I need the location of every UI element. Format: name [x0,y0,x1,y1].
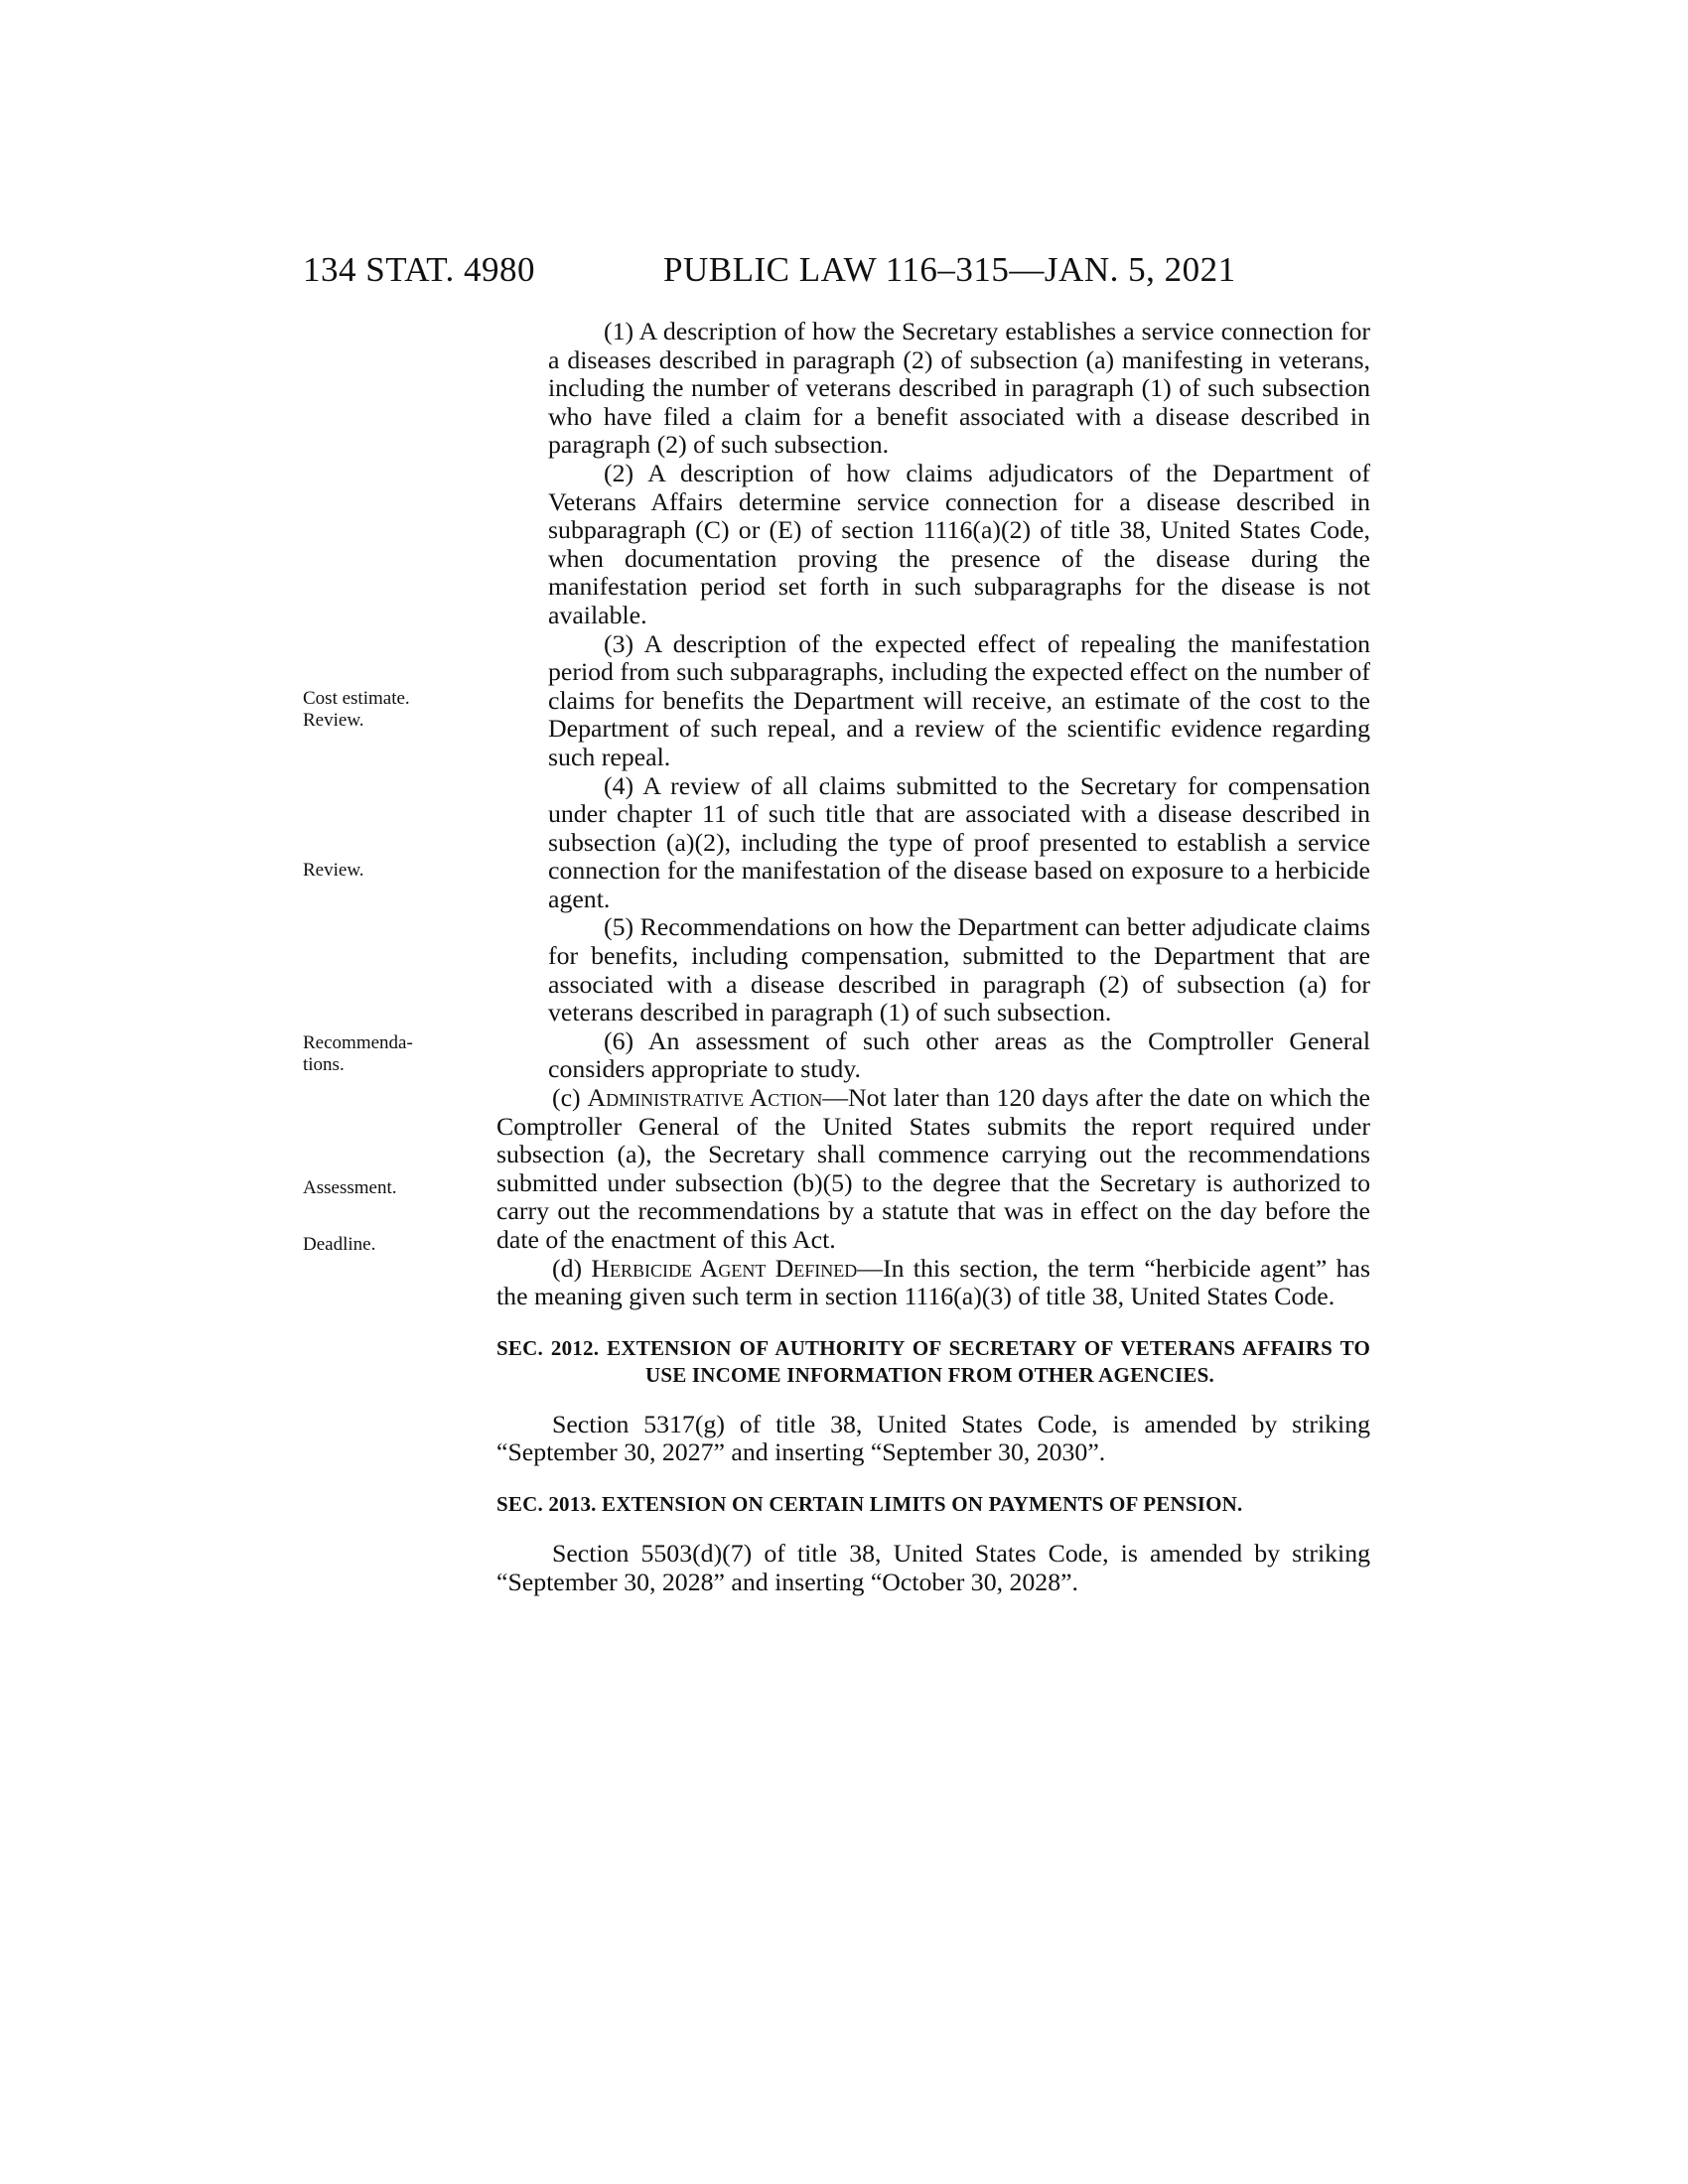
running-head-title: PUBLIC LAW 116–315—JAN. 5, 2021 [663,250,1236,289]
margin-note-text: Cost estimate. [303,688,410,709]
page-reference: 134 STAT. 4980 [303,250,535,289]
margin-note-text: tions. [303,1054,345,1075]
paragraph-6: (6) An assessment of such other areas as the Comptroller General considers appropriate to study. [548,1025,1370,1084]
document-body [496,318,1370,1596]
subsection-c [496,1084,1370,1255]
section-2012-text: Section 5317(g) of title 38, United States Code, is amended by striking “September 30, 2027” and inserting “September 30, 2030”. [496,1409,1370,1467]
subsection-d [496,1255,1370,1311]
section-2013-text: Section 5503(d)(7) of title 38, United States Code, is amended by striking “September 30, 2028” and inserting “October 30, 2028”. [496,1538,1370,1596]
margin-note-text: Recommenda- [303,1032,413,1053]
margin-note-assessment: Assessment. [303,1177,397,1198]
paragraph-3: (3) A description of the expected effect of repealing the manifestation period from such subparagraphs, including the expected effect on the number of claims for benefits the Department will receive, an estimate of the cost to the Department of such repeal, and a review of the scientific evidence regarding such repeal. [548,628,1370,771]
subsection-d-label: (d) [552,1253,592,1283]
section-2013-heading: SEC. 2013. EXTENSION ON CERTAIN LIMITS ON PAYMENTS OF PENSION. [496,1491,1243,1516]
margin-note-deadline: Deadline. [303,1234,376,1255]
subsection-c-heading: Administrative Action [587,1083,823,1113]
paragraph-1: (1) A description of how the Secretary establishes a service connection for a diseases described in paragraph (2) of subsection (a) manifesting in veterans, including the number of veterans described in paragraph (1) of such subsection who have filed a claim for a benefit associated with a disease described in paragraph (2) of such subsection. [548,317,1370,460]
subsection-d-text: —In this section, the term “herbicide agent” has the meaning given such term in section 1116(a)(3) of title 38, United States Code. [496,1253,1370,1311]
subsection-c-text: —Not later than 120 days after the date on which the Comptroller General of the United States submits the report required under subsection (a), the Secretary shall commence carrying out the recommendations submitted under subsection (b)(5) to the degree that the Secretary is authorized to carry out the recommendations by a statute that was in effect on the day before the date of the enactment of this Act. [496,1083,1370,1254]
paragraph-4: (4) A review of all claims submitted to the Secretary for compensation under chapter 11 of such title that are associated with a disease described in subsection (a)(2), including the type of proof presented to establish a service connection for the manifestation of the disease based on exposure to a herbicide agent. [548,770,1370,913]
margin-note-review: Review. [303,860,364,881]
margin-note-recommendations [303,1032,437,1076]
margin-note-cost-estimate [303,688,437,732]
subsection-c-label: (c) [552,1083,588,1113]
paragraph-2: (2) A description of how claims adjudicators of the Department of Veterans Affairs determine service connection for a disease described in subparagraph (C) or (E) of section 1116(a)(2) of title 38, United States Code, when documentation proving the presence of the disease during the manifestation period set forth in such subparagraphs for the disease is not available. [548,458,1370,629]
section-2012-heading: SEC. 2012. EXTENSION OF AUTHORITY OF SECRETARY OF VETERANS AFFAIRS TO USE INCOME INFORMATION FROM OTHER AGENCIES. [496,1335,1370,1387]
paragraph-5: (5) Recommendations on how the Department can better adjudicate claims for benefits, including compensation, submitted to the Department that are associated with a disease described in paragraph (2) of subsection (a) for veterans described in paragraph (1) of such subsection. [548,912,1370,1027]
subsection-d-heading: Herbicide Agent Defined [591,1253,858,1283]
margin-note-text: Review. [303,710,364,731]
